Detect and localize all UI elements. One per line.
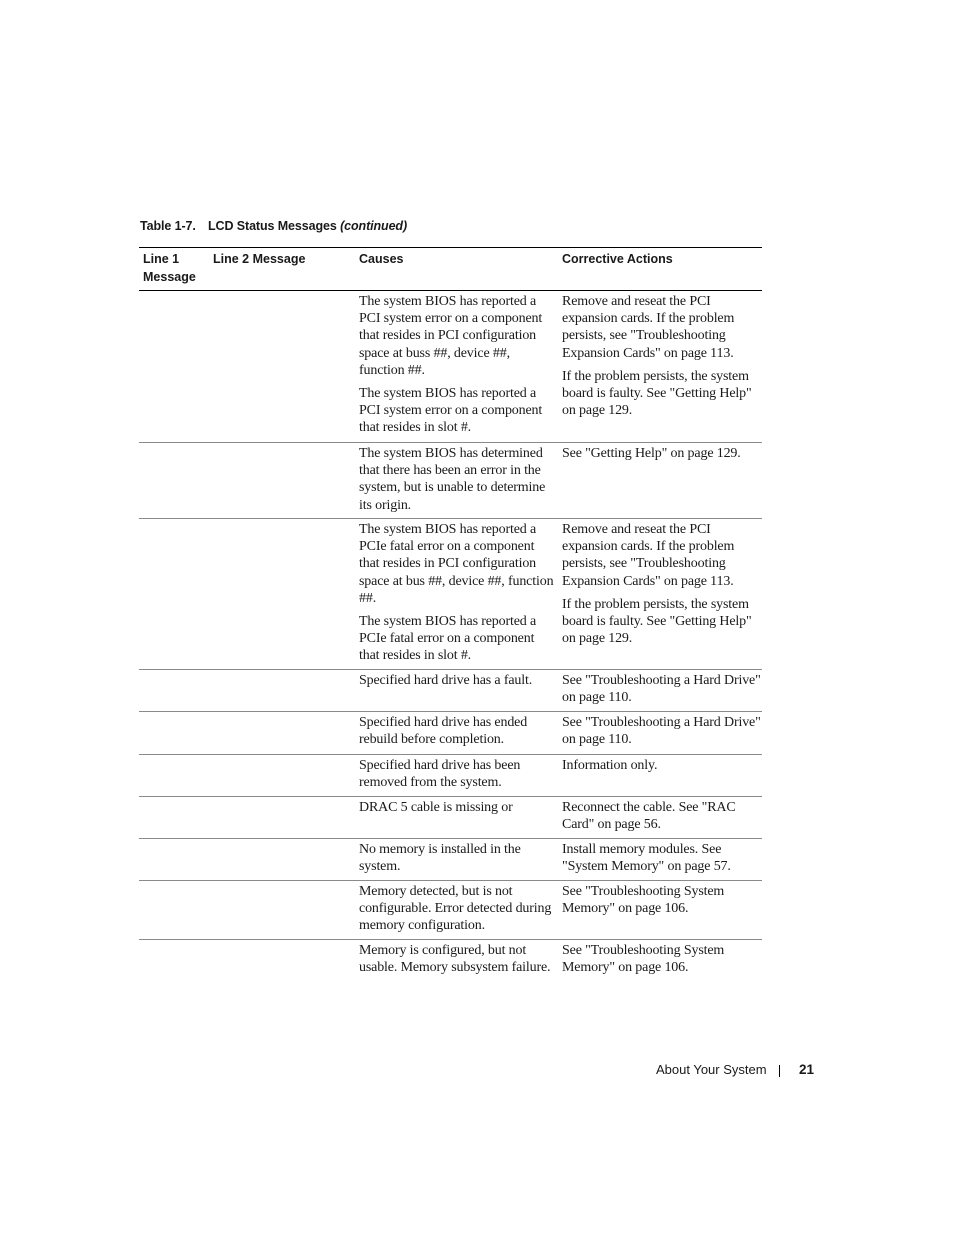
table-row: [139, 881, 762, 940]
cell-line2-message: [209, 443, 355, 518]
cell-causes: [355, 797, 558, 838]
cell-line2-message: [209, 291, 355, 442]
cell-causes: [355, 940, 558, 1000]
cell-causes: [355, 712, 558, 754]
cell-line2-message: [209, 519, 355, 669]
header-causes: Causes: [359, 252, 404, 266]
page-number: 21: [799, 1062, 815, 1077]
cell-causes: [355, 839, 558, 880]
cause-text: The system BIOS has reported a PCI system error on a component that resides in PCI configuration space at buss ##, device ##, function ##.: [359, 294, 543, 378]
table-row: [139, 797, 762, 839]
table-row: [139, 839, 762, 881]
page-footer: [656, 1062, 815, 1077]
cell-corrective-actions: [558, 712, 762, 754]
header-line1-message: Line 1 Message: [143, 252, 196, 284]
action-text: If the problem persists, the system board is faulty. See "Getting Help" on page 129.: [562, 368, 752, 419]
header-line2-message: Line 2 Message: [213, 252, 306, 266]
table-row: [139, 291, 762, 443]
action-text: See "Troubleshooting System Memory" on page 106.: [562, 884, 725, 917]
cell-line1-message: [139, 519, 209, 669]
action-text: See "Troubleshooting a Hard Drive" on page 110.: [562, 673, 761, 706]
cause-text: Specified hard drive has been removed from the system.: [359, 758, 521, 791]
cell-corrective-actions: [558, 443, 762, 518]
table-row: [139, 443, 762, 519]
action-text: If the problem persists, the system board is faulty. See "Getting Help" on page 129.: [562, 596, 752, 647]
cell-corrective-actions: [558, 940, 762, 1000]
cell-causes: [355, 881, 558, 939]
table-continued: (continued): [340, 219, 408, 233]
footer-section-title: About Your System: [656, 1062, 767, 1077]
table-row: [139, 940, 762, 1000]
cell-line1-message: [139, 797, 209, 838]
cell-line1-message: [139, 670, 209, 711]
cell-line1-message: [139, 712, 209, 754]
table-title: LCD Status Messages: [208, 219, 337, 233]
cell-corrective-actions: [558, 670, 762, 711]
cell-line2-message: [209, 940, 355, 1000]
cell-corrective-actions: [558, 755, 762, 796]
cell-line1-message: [139, 443, 209, 518]
cell-line1-message: [139, 839, 209, 880]
cause-text: The system BIOS has reported a PCIe fatal error on a component that resides in PCI configuration space at bus ##, device ##, function ##.: [359, 522, 554, 606]
cell-corrective-actions: [558, 881, 762, 939]
cell-line1-message: [139, 755, 209, 796]
cell-line2-message: [209, 797, 355, 838]
cell-causes: [355, 755, 558, 796]
cell-corrective-actions: [558, 797, 762, 838]
action-text: Remove and reseat the PCI expansion cards. If the problem persists, see "Troubleshooting Expansion Cards" on page 113.: [562, 294, 735, 361]
cause-text: Specified hard drive has a fault.: [359, 673, 533, 688]
cell-line2-message: [209, 712, 355, 754]
table-number: Table 1-7.: [140, 219, 196, 233]
action-text: Information only.: [562, 758, 658, 773]
cause-text: The system BIOS has determined that there has been an error in the system, but is unable to determine its origin.: [359, 446, 546, 513]
cause-text: Memory is configured, but not usable. Memory subsystem failure.: [359, 943, 551, 976]
cell-corrective-actions: [558, 519, 762, 669]
cell-line2-message: [209, 881, 355, 939]
cell-line2-message: [209, 839, 355, 880]
table-row: [139, 519, 762, 670]
cell-corrective-actions: [558, 839, 762, 880]
table-body: [139, 291, 762, 1000]
cause-text: Memory detected, but is not configurable. Error detected during memory configuration.: [359, 884, 552, 934]
cell-causes: [355, 291, 558, 442]
cell-line1-message: [139, 291, 209, 442]
action-text: See "Troubleshooting a Hard Drive" on page 110.: [562, 715, 761, 748]
table-caption: [140, 219, 407, 233]
lcd-status-messages-table: [139, 247, 762, 1000]
cell-line1-message: [139, 940, 209, 1000]
cell-causes: [355, 519, 558, 669]
cell-line2-message: [209, 755, 355, 796]
table-row: [139, 670, 762, 712]
footer-separator: [779, 1065, 780, 1077]
cell-causes: [355, 670, 558, 711]
table-row: [139, 712, 762, 755]
cell-line1-message: [139, 881, 209, 939]
cause-text: DRAC 5 cable is missing or: [359, 800, 513, 815]
cause-text: No memory is installed in the system.: [359, 842, 521, 875]
cell-corrective-actions: [558, 291, 762, 442]
cell-causes: [355, 443, 558, 518]
cause-text: The system BIOS has reported a PCI system error on a component that resides in slot #.: [359, 386, 543, 436]
action-text: Install memory modules. See "System Memory" on page 57.: [562, 842, 731, 875]
cause-text: The system BIOS has reported a PCIe fatal error on a component that resides in slot #.: [359, 614, 537, 664]
action-text: Reconnect the cable. See "RAC Card" on page 56.: [562, 800, 736, 833]
cell-line2-message: [209, 670, 355, 711]
cause-text: Specified hard drive has ended rebuild before completion.: [359, 715, 528, 748]
action-text: See "Getting Help" on page 129.: [562, 446, 741, 461]
table-row: [139, 755, 762, 797]
table-header-row: [139, 248, 762, 291]
action-text: See "Troubleshooting System Memory" on page 106.: [562, 943, 725, 976]
action-text: Remove and reseat the PCI expansion cards. If the problem persists, see "Troubleshooting Expansion Cards" on page 113.: [562, 522, 735, 589]
header-corrective-actions: Corrective Actions: [562, 252, 673, 266]
